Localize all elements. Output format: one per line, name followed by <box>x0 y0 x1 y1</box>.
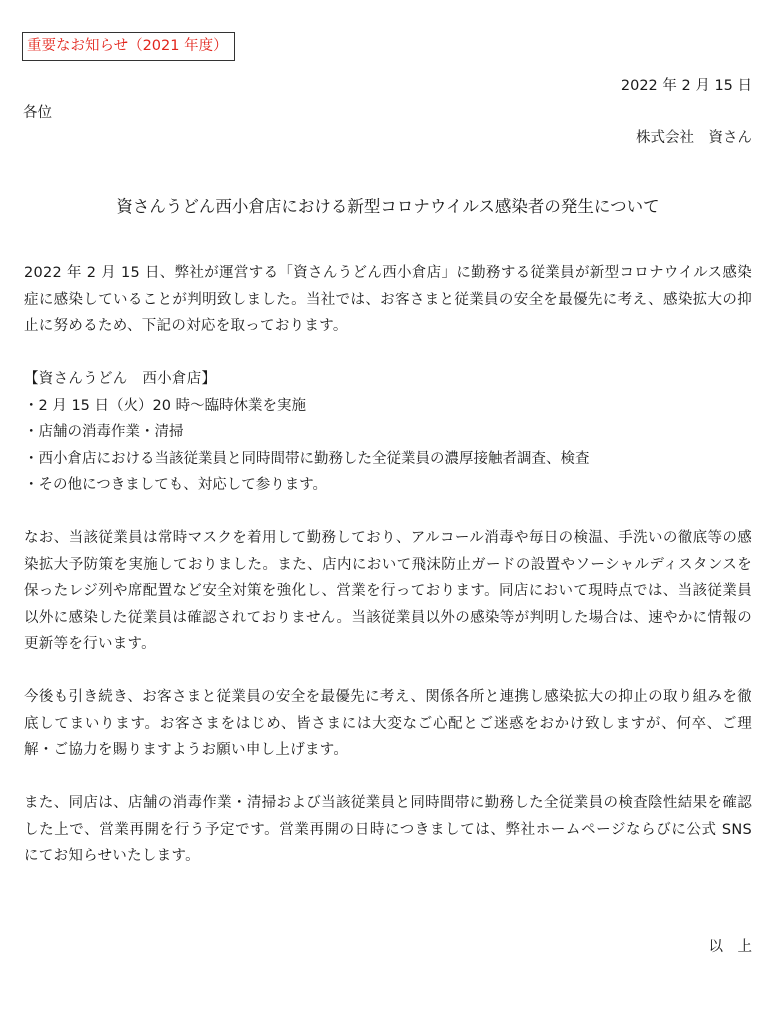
measure-item: ・その他につきましても、対応して参ります。 <box>24 477 328 493</box>
prevention-paragraph: なお、当該従業員は常時マスクを着用して勤務しており、アルコール消毒や毎日の検温、手洗いの徹底等の感染拡大予防策を実施しておりました。また、店内において飛沫防止ガードの設置やソーシャルディスタンスを保ったレジ列や席配置など安全対策を強化し、営業を行っております。同店において現時点では、当該従業員以外に感染した従業員は確認されておりません。当該従業員以外の感染等が判明した場合は、速やかに情報の更新等を行います。 <box>24 530 752 652</box>
document-date: 2022 年 2 月 15 日 <box>620 78 752 94</box>
measure-item: ・2 月 15 日（火）20 時～臨時休業を実施 <box>24 397 307 414</box>
reopen-paragraph: また、同店は、店舗の消毒作業・清掃および当該従業員と同時間帯に勤務した全従業員の検査陰性結果を確認した上で、営業再開を行う予定です。営業再開の日時につきましては、弊社ホームページならびに公式 SNS にてお知らせいたします。 <box>24 795 752 864</box>
measure-item: ・西小倉店における当該従業員と同時間帯に勤務した全従業員の濃厚接触者調査、検査 <box>24 450 590 467</box>
document-title: 資さんうどん西小倉店における新型コロナウイルス感染者の発生について <box>116 197 660 216</box>
measures-list <box>24 393 752 499</box>
intro-paragraph: 2022 年 2 月 15 日、弊社が運営する「資さんうどん西小倉店」に勤務する従業員が新型コロナウイルス感染症に感染していることが判明致しました。当社では、お客さまと従業員の安全を最優先に考え、感染拡大の抑止に努めるため、下記の対応を取っております。 <box>24 265 752 334</box>
important-notice-label: 重要なお知らせ（2021 年度） <box>22 32 235 61</box>
addressee: 各位 <box>23 105 52 121</box>
store-heading: 【資さんうどん 西小倉店】 <box>24 371 217 387</box>
document-body <box>24 260 752 870</box>
spacer <box>24 764 752 791</box>
measure-item: ・店舗の消毒作業・清掃 <box>24 424 184 440</box>
spacer <box>24 658 752 685</box>
spacer <box>24 340 752 367</box>
sender-company: 株式会社 資さん <box>636 130 752 146</box>
future-paragraph: 今後も引き続き、お客さまと従業員の安全を最優先に考え、関係各所と連携し感染拡大の抑止の取り組みを徹底してまいります。お客さまをはじめ、皆さまには大変なご心配とご迷惑をおかけ致しますが、何卒、ご理解・ご協力を賜りますようお願い申し上げます。 <box>24 689 752 758</box>
closing-mark: 以 上 <box>708 939 752 955</box>
spacer <box>24 499 752 526</box>
